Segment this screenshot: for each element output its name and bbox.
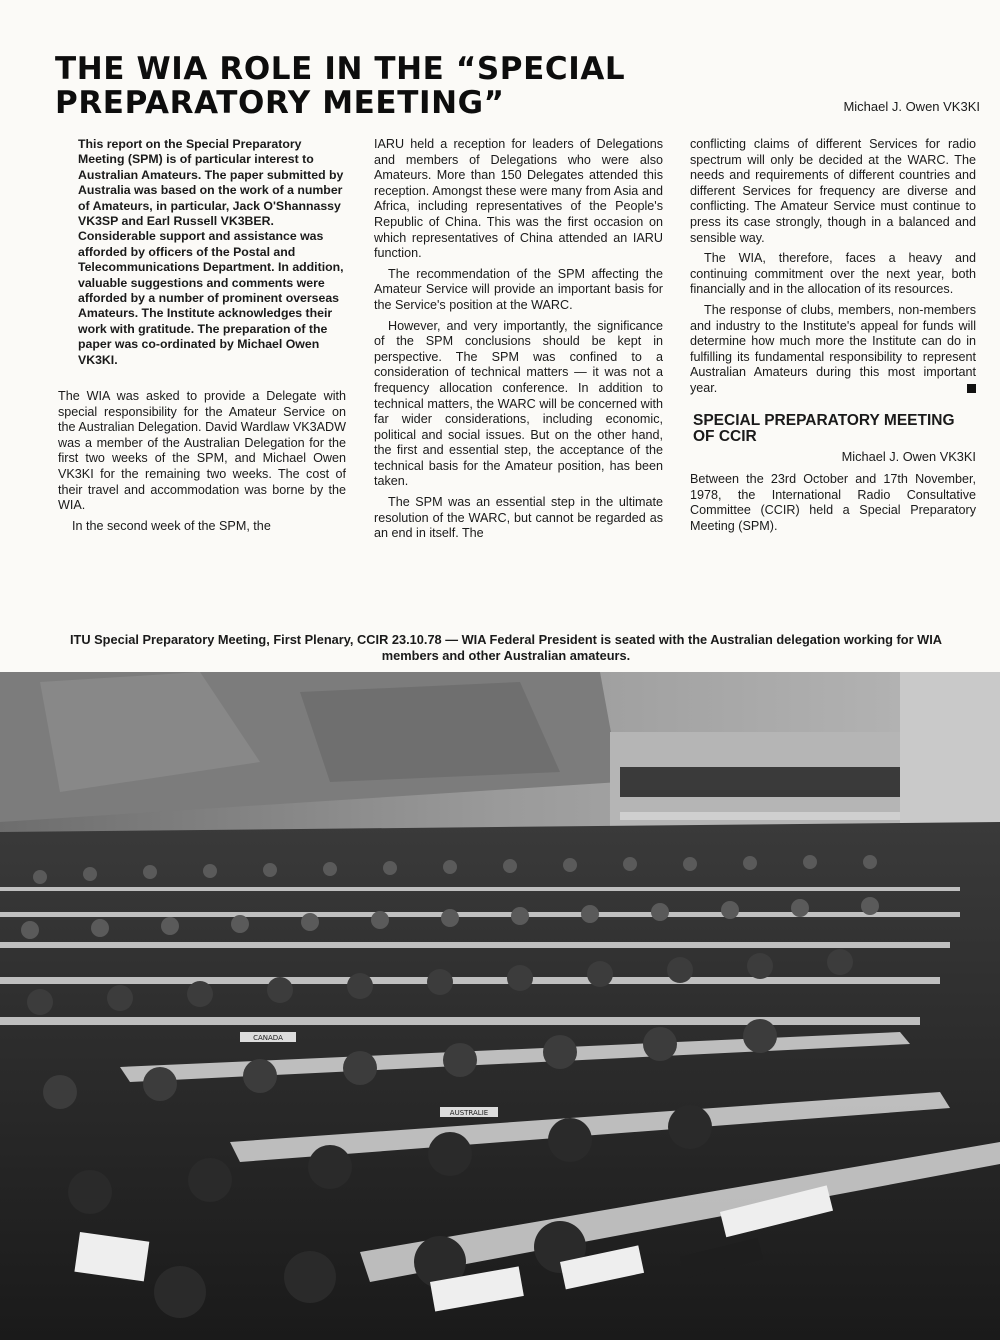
end-mark-icon (967, 384, 976, 393)
article-title-line-1: THE WIA ROLE IN THE “SPECIAL (55, 51, 626, 87)
body-paragraph: In the second week of the SPM, the (72, 518, 271, 533)
body-paragraph: The SPM was an essential step in the ultimate resolution of the WARC, but cannot be regarded as an end in itself. The (374, 495, 663, 541)
article-title (55, 52, 775, 120)
body-paragraph: IARU held a reception for leaders of Delegations and members of Delegations who were also Amateurs. More than 150 Delegates attended this reception. Amongst these were many from Asia and Africa, including representatives of the People's Republic of China. This was the first occasion on which representatives of China attended an IARU function. (374, 137, 663, 261)
sidebar-heading: SPECIAL PREPARATORY MEETING OF CCIR (693, 411, 955, 445)
article-byline: Michael J. Owen VK3KI (843, 99, 980, 114)
body-paragraph: The WIA was asked to provide a Delegate with special responsibility for the Amateur Service on the Australian Delegation. David Wardlaw VK3ADW was a member of the Australian Delegation for the first two weeks of the SPM, and Michael Owen VK3KI for the remaining two weeks. The cost of their travel and accommodation was borne by the WIA. (58, 389, 346, 513)
body-paragraph: The recommendation of the SPM affecting the Amateur Service will provide an important basis for the Service's position at the WARC. (374, 266, 663, 312)
conference-hall-photo-illustration (0, 672, 1000, 1340)
intro-paragraph: This report on the Special Preparatory Meeting (SPM) is of particular interest to Australian Amateurs. The paper submitted by Australia was based on the work of a number of Amateurs, in particular, Jack O'Shannassy VK3SP and Earl Russell VK3BER. Considerable support and assistance was afforded by officers of the Postal and Telecommunications Department. In addition, valuable suggestions and comments were afforded by a number of prominent overseas Amateurs. The Institute acknowledges their work with gratitude. The preparation of the paper was co-ordinated by Michael Owen VK3KI. (78, 137, 344, 367)
desk-sign-australie: AUSTRALIE (449, 1109, 489, 1117)
text-column-1 (58, 137, 346, 539)
body-paragraph-text: The response of clubs, members, non-members and industry to the Institute's appeal for funds will determine how much more the Institute can do in fulfilling its fundamental responsibility to represent Australian Amateurs during this most important year. (690, 302, 976, 395)
conference-photo (0, 672, 1000, 1340)
body-paragraph: conflicting claims of different Services for radio spectrum will only be decided at the WARC. The needs and requirements of different countries and different Services for frequency are diverse and conflicting. The Amateur Service must continue to press its case strongly, though in a balanced and sensible way. (690, 137, 976, 245)
body-paragraph: The WIA, therefore, faces a heavy and continuing commitment over the next year, both financially and in the allocation of its resources. (690, 251, 976, 297)
text-column-2 (374, 137, 663, 547)
body-paragraph: However, and very importantly, the significance of the SPM conclusions should be kept in perspective. The SPM was confined to a consideration of technical matters — it was not a frequency allocation conference. In addition to technical matters, the WARC will be concerned with far wider considerations, including economic, political and social issues. But on the other hand, the first and essential step, the acceptance of the technical basis for the Amateur position, has been taken. (374, 318, 663, 489)
body-paragraph-last (690, 303, 976, 397)
text-column-3 (690, 137, 976, 539)
sidebar-text: Between the 23rd October and 17th November, 1978, the International Radio Consultative Committee (CCIR) held a Special Preparatory Meeting (SPM). (690, 472, 976, 533)
desk-sign-canada: CANADA (253, 1034, 283, 1042)
photo-caption: ITU Special Preparatory Meeting, First Plenary, CCIR 23.10.78 — WIA Federal President is seated with the Australian delegation working for WIA members and other Australian amateurs. (69, 632, 943, 663)
article-title-line-2: PREPARATORY MEETING” (55, 85, 505, 121)
sidebar-byline: Michael J. Owen VK3KI (841, 448, 976, 464)
